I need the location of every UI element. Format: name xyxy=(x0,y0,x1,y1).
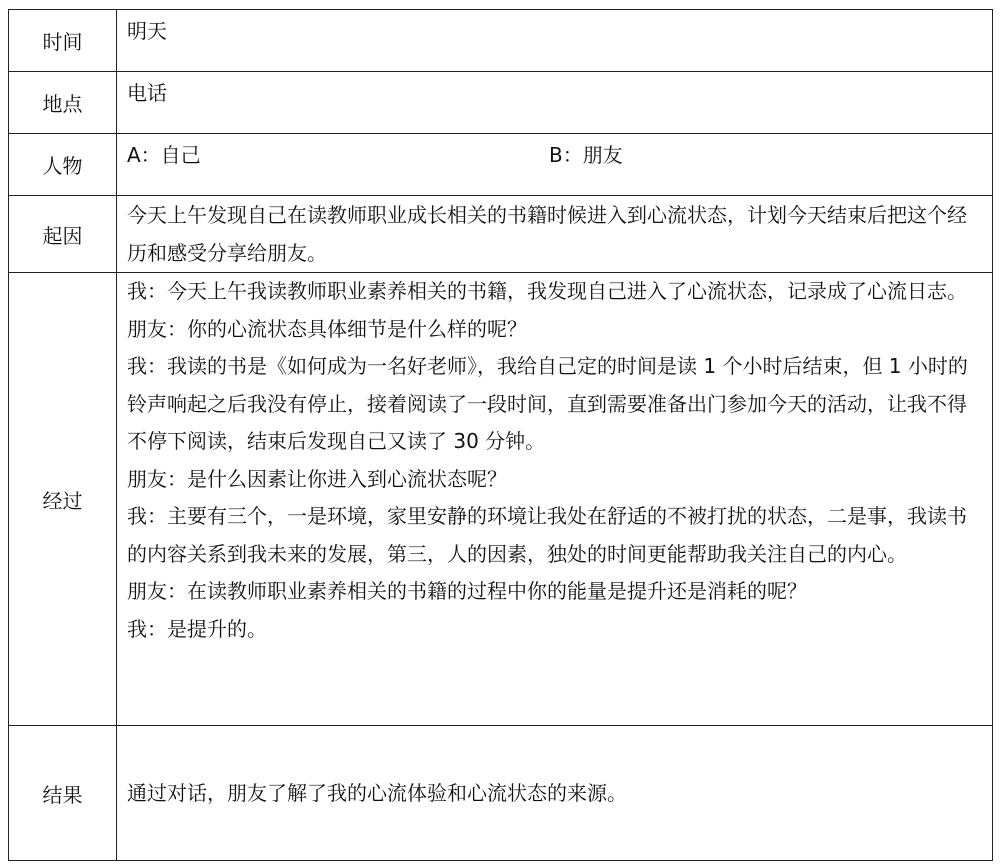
label-process: 经过 xyxy=(9,273,117,726)
dialogue-line: 我：我读的书是《如何成为一名好老师》，我给自己定的时间是读 1 个小时后结束，但 1 小时的铃声响起之后我没有停止，接着阅读了一段时间，直到需要准备出门参加今天的活动，让我不得不停下阅读，结束后发现自己又读了 30 分钟。 xyxy=(127,354,968,453)
row-time xyxy=(9,10,993,72)
person-b: B：朋友 xyxy=(549,143,623,167)
dialogue-line: 我：是提升的。 xyxy=(127,616,267,641)
story-table xyxy=(8,9,993,861)
value-time: 明天 xyxy=(117,10,993,72)
dialogue-line: 朋友：在读教师职业素养相关的书籍的过程中你的能量是提升还是消耗的呢？ xyxy=(127,579,807,603)
row-result xyxy=(9,726,993,861)
value-result: 通过对话，朋友了解了我的心流体验和心流状态的来源。 xyxy=(117,726,993,861)
dialogue-line: 我：主要有三个，一是环境，家里安静的环境让我处在舒适的不被打扰的状态，二是事，我读书的内容关系到我未来的发展，第三，人的因素，独处的时间更能帮助我关注自己的内心。 xyxy=(127,504,967,566)
value-people xyxy=(117,134,993,196)
value-cause: 今天上午发现自己在读教师职业成长相关的书籍时候进入到心流状态，计划今天结束后把这个经历和感受分享给朋友。 xyxy=(117,196,993,273)
row-cause xyxy=(9,196,993,273)
dialogue-line: 我：今天上午我读教师职业素养相关的书籍，我发现自己进入了心流状态，记录成了心流日志。 xyxy=(127,279,967,303)
row-people xyxy=(9,134,993,196)
label-people: 人物 xyxy=(9,134,117,196)
label-cause: 起因 xyxy=(9,196,117,273)
label-result: 结果 xyxy=(9,726,117,861)
value-process xyxy=(117,273,993,726)
dialogue-line: 朋友：是什么因素让你进入到心流状态呢？ xyxy=(127,466,507,491)
row-place xyxy=(9,72,993,134)
value-place: 电话 xyxy=(117,72,993,134)
label-time: 时间 xyxy=(9,10,117,72)
label-place: 地点 xyxy=(9,72,117,134)
person-a: A：自己 xyxy=(127,143,201,167)
dialogue-line: 朋友：你的心流状态具体细节是什么样的呢？ xyxy=(127,316,527,341)
row-process xyxy=(9,273,993,726)
